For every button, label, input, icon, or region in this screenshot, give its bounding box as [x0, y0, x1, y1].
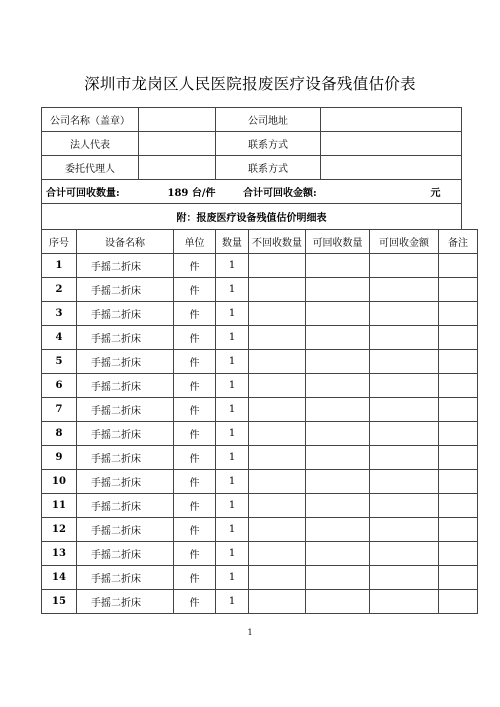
remarks-cell[interactable]: [439, 518, 478, 542]
quantity: 1: [216, 254, 249, 278]
device-name: 手摇二折床: [77, 422, 174, 446]
recoverable-amount-cell[interactable]: [370, 518, 439, 542]
remarks-cell[interactable]: [439, 494, 478, 518]
recoverable-qty-cell[interactable]: [306, 326, 370, 350]
unit: 件: [174, 590, 216, 614]
recoverable-qty-cell[interactable]: [306, 446, 370, 470]
recoverable-qty-cell[interactable]: [306, 590, 370, 614]
quantity: 1: [216, 566, 249, 590]
column-header: 可回收数量: [306, 230, 370, 254]
column-header: 数量: [216, 230, 249, 254]
non-recoverable-qty-cell[interactable]: [249, 302, 306, 326]
remarks-cell[interactable]: [439, 470, 478, 494]
contact-label: 联系方式: [216, 132, 321, 156]
agent-label: 委托代理人: [42, 156, 139, 180]
quantity: 1: [216, 542, 249, 566]
recoverable-amount-cell[interactable]: [370, 566, 439, 590]
recoverable-qty-cell[interactable]: [306, 374, 370, 398]
non-recoverable-qty-cell[interactable]: [249, 326, 306, 350]
recoverable-amount-cell[interactable]: [370, 374, 439, 398]
quantity: 1: [216, 494, 249, 518]
row-number: 15: [42, 590, 77, 614]
column-header: 可回收金额: [370, 230, 439, 254]
unit: 件: [174, 278, 216, 302]
quantity: 1: [216, 446, 249, 470]
table-row: [42, 398, 478, 422]
table-row: [42, 446, 478, 470]
recoverable-amount-cell[interactable]: [370, 302, 439, 326]
row-number: 5: [42, 350, 77, 374]
device-name: 手摇二折床: [77, 494, 174, 518]
page-number: 1: [247, 628, 253, 637]
table-row: [42, 302, 478, 326]
unit: 件: [174, 470, 216, 494]
unit: 件: [174, 326, 216, 350]
device-name: 手摇二折床: [77, 302, 174, 326]
table-row: [42, 542, 478, 566]
recoverable-amount-cell[interactable]: [370, 350, 439, 374]
summary-row: [42, 180, 462, 204]
device-name: 手摇二折床: [77, 254, 174, 278]
remarks-cell[interactable]: [439, 254, 478, 278]
column-header: 不回收数量: [249, 230, 306, 254]
recoverable-amount-cell[interactable]: [370, 470, 439, 494]
company-name-label: 公司名称（盖章）: [42, 108, 139, 132]
company-address-label: 公司地址: [216, 108, 321, 132]
detail-table: [41, 229, 478, 614]
recoverable-qty-cell[interactable]: [306, 302, 370, 326]
row-number: 12: [42, 518, 77, 542]
recoverable-amount-cell[interactable]: [370, 494, 439, 518]
detail-header-row: [42, 230, 478, 254]
device-name: 手摇二折床: [77, 518, 174, 542]
recoverable-amount-cell[interactable]: [370, 422, 439, 446]
recoverable-amount-cell[interactable]: [370, 446, 439, 470]
table-row: [42, 518, 478, 542]
device-name: 手摇二折床: [77, 542, 174, 566]
device-name: 手摇二折床: [77, 374, 174, 398]
row-number: 11: [42, 494, 77, 518]
recoverable-amount-cell[interactable]: [370, 254, 439, 278]
device-name: 手摇二折床: [77, 446, 174, 470]
row-number: 9: [42, 446, 77, 470]
non-recoverable-qty-cell[interactable]: [249, 398, 306, 422]
table-row: [42, 566, 478, 590]
device-name: 手摇二折床: [77, 326, 174, 350]
non-recoverable-qty-cell[interactable]: [249, 422, 306, 446]
remarks-cell[interactable]: [439, 374, 478, 398]
row-number: 1: [42, 254, 77, 278]
non-recoverable-qty-cell[interactable]: [249, 470, 306, 494]
total-amount-unit: 元: [430, 188, 441, 199]
quantity: 1: [216, 326, 249, 350]
remarks-cell[interactable]: [439, 542, 478, 566]
table-row: [42, 326, 478, 350]
recoverable-qty-cell[interactable]: [306, 254, 370, 278]
unit: 件: [174, 374, 216, 398]
device-name: 手摇二折床: [77, 470, 174, 494]
device-name: 手摇二折床: [77, 566, 174, 590]
row-number: 8: [42, 422, 77, 446]
unit: 件: [174, 494, 216, 518]
legal-representative-label: 法人代表: [42, 132, 139, 156]
quantity: 1: [216, 302, 249, 326]
non-recoverable-qty-cell[interactable]: [249, 350, 306, 374]
unit: 件: [174, 398, 216, 422]
remarks-cell[interactable]: [439, 326, 478, 350]
recoverable-qty-cell[interactable]: [306, 518, 370, 542]
non-recoverable-qty-cell[interactable]: [249, 494, 306, 518]
remarks-cell[interactable]: [439, 350, 478, 374]
non-recoverable-qty-cell[interactable]: [249, 254, 306, 278]
unit: 件: [174, 518, 216, 542]
recoverable-qty-cell[interactable]: [306, 470, 370, 494]
unit: 件: [174, 422, 216, 446]
remarks-cell[interactable]: [439, 566, 478, 590]
agent-contact-field[interactable]: [321, 156, 462, 180]
recoverable-amount-cell[interactable]: [370, 278, 439, 302]
non-recoverable-qty-cell[interactable]: [249, 278, 306, 302]
quantity: 1: [216, 422, 249, 446]
table-row: [42, 254, 478, 278]
unit: 件: [174, 254, 216, 278]
recoverable-qty-cell[interactable]: [306, 542, 370, 566]
device-name: 手摇二折床: [77, 278, 174, 302]
device-name: 手摇二折床: [77, 350, 174, 374]
recoverable-amount-cell[interactable]: [370, 326, 439, 350]
non-recoverable-qty-cell[interactable]: [249, 542, 306, 566]
row-number: 6: [42, 374, 77, 398]
quantity: 1: [216, 398, 249, 422]
total-amount-label: 合计可回收金额:: [242, 188, 317, 199]
total-quantity-label: 合计可回收数量:: [46, 188, 120, 199]
recoverable-qty-cell[interactable]: [306, 566, 370, 590]
remarks-cell[interactable]: [439, 590, 478, 614]
quantity: 1: [216, 350, 249, 374]
device-name: 手摇二折床: [77, 398, 174, 422]
total-quantity-value: 189 台/件: [167, 188, 216, 199]
document-title: 深圳市龙岗区人民医院报废医疗设备残值估价表: [84, 75, 416, 93]
remarks-cell[interactable]: [439, 446, 478, 470]
table-row: [42, 494, 478, 518]
remarks-cell[interactable]: [439, 422, 478, 446]
agent-contact-label: 联系方式: [216, 156, 321, 180]
unit: 件: [174, 446, 216, 470]
recoverable-qty-cell[interactable]: [306, 422, 370, 446]
remarks-cell[interactable]: [439, 278, 478, 302]
non-recoverable-qty-cell[interactable]: [249, 374, 306, 398]
non-recoverable-qty-cell[interactable]: [249, 590, 306, 614]
row-number: 10: [42, 470, 77, 494]
table-row: [42, 590, 478, 614]
unit: 件: [174, 350, 216, 374]
column-header: 设备名称: [77, 230, 174, 254]
non-recoverable-qty-cell[interactable]: [249, 446, 306, 470]
table-row: [42, 470, 478, 494]
contact-field[interactable]: [321, 132, 462, 156]
recoverable-qty-cell[interactable]: [306, 494, 370, 518]
row-number: 4: [42, 326, 77, 350]
info-table: [41, 107, 462, 230]
valuation-sheet: [41, 107, 468, 614]
table-row: [42, 350, 478, 374]
unit: 件: [174, 302, 216, 326]
row-number: 13: [42, 542, 77, 566]
recoverable-qty-cell[interactable]: [306, 398, 370, 422]
quantity: 1: [216, 518, 249, 542]
company-address-field[interactable]: [321, 108, 462, 132]
recoverable-amount-cell[interactable]: [370, 542, 439, 566]
table-row: [42, 278, 478, 302]
remarks-cell[interactable]: [439, 302, 478, 326]
row-number: 7: [42, 398, 77, 422]
agent-field[interactable]: [139, 156, 216, 180]
row-number: 14: [42, 566, 77, 590]
appendix-title: 附：报废医疗设备残值估价明细表: [42, 204, 462, 230]
quantity: 1: [216, 470, 249, 494]
unit: 件: [174, 542, 216, 566]
unit: 件: [174, 566, 216, 590]
table-row: [42, 374, 478, 398]
non-recoverable-qty-cell[interactable]: [249, 518, 306, 542]
non-recoverable-qty-cell[interactable]: [249, 566, 306, 590]
legal-representative-field[interactable]: [139, 132, 216, 156]
quantity: 1: [216, 374, 249, 398]
recoverable-amount-cell[interactable]: [370, 398, 439, 422]
company-name-field[interactable]: [139, 108, 216, 132]
row-number: 3: [42, 302, 77, 326]
quantity: 1: [216, 278, 249, 302]
column-header: 备注: [439, 230, 478, 254]
recoverable-qty-cell[interactable]: [306, 350, 370, 374]
remarks-cell[interactable]: [439, 398, 478, 422]
column-header: 单位: [174, 230, 216, 254]
quantity: 1: [216, 590, 249, 614]
column-header: 序号: [42, 230, 77, 254]
device-name: 手摇二折床: [77, 590, 174, 614]
recoverable-qty-cell[interactable]: [306, 278, 370, 302]
table-row: [42, 422, 478, 446]
row-number: 2: [42, 278, 77, 302]
recoverable-amount-cell[interactable]: [370, 590, 439, 614]
